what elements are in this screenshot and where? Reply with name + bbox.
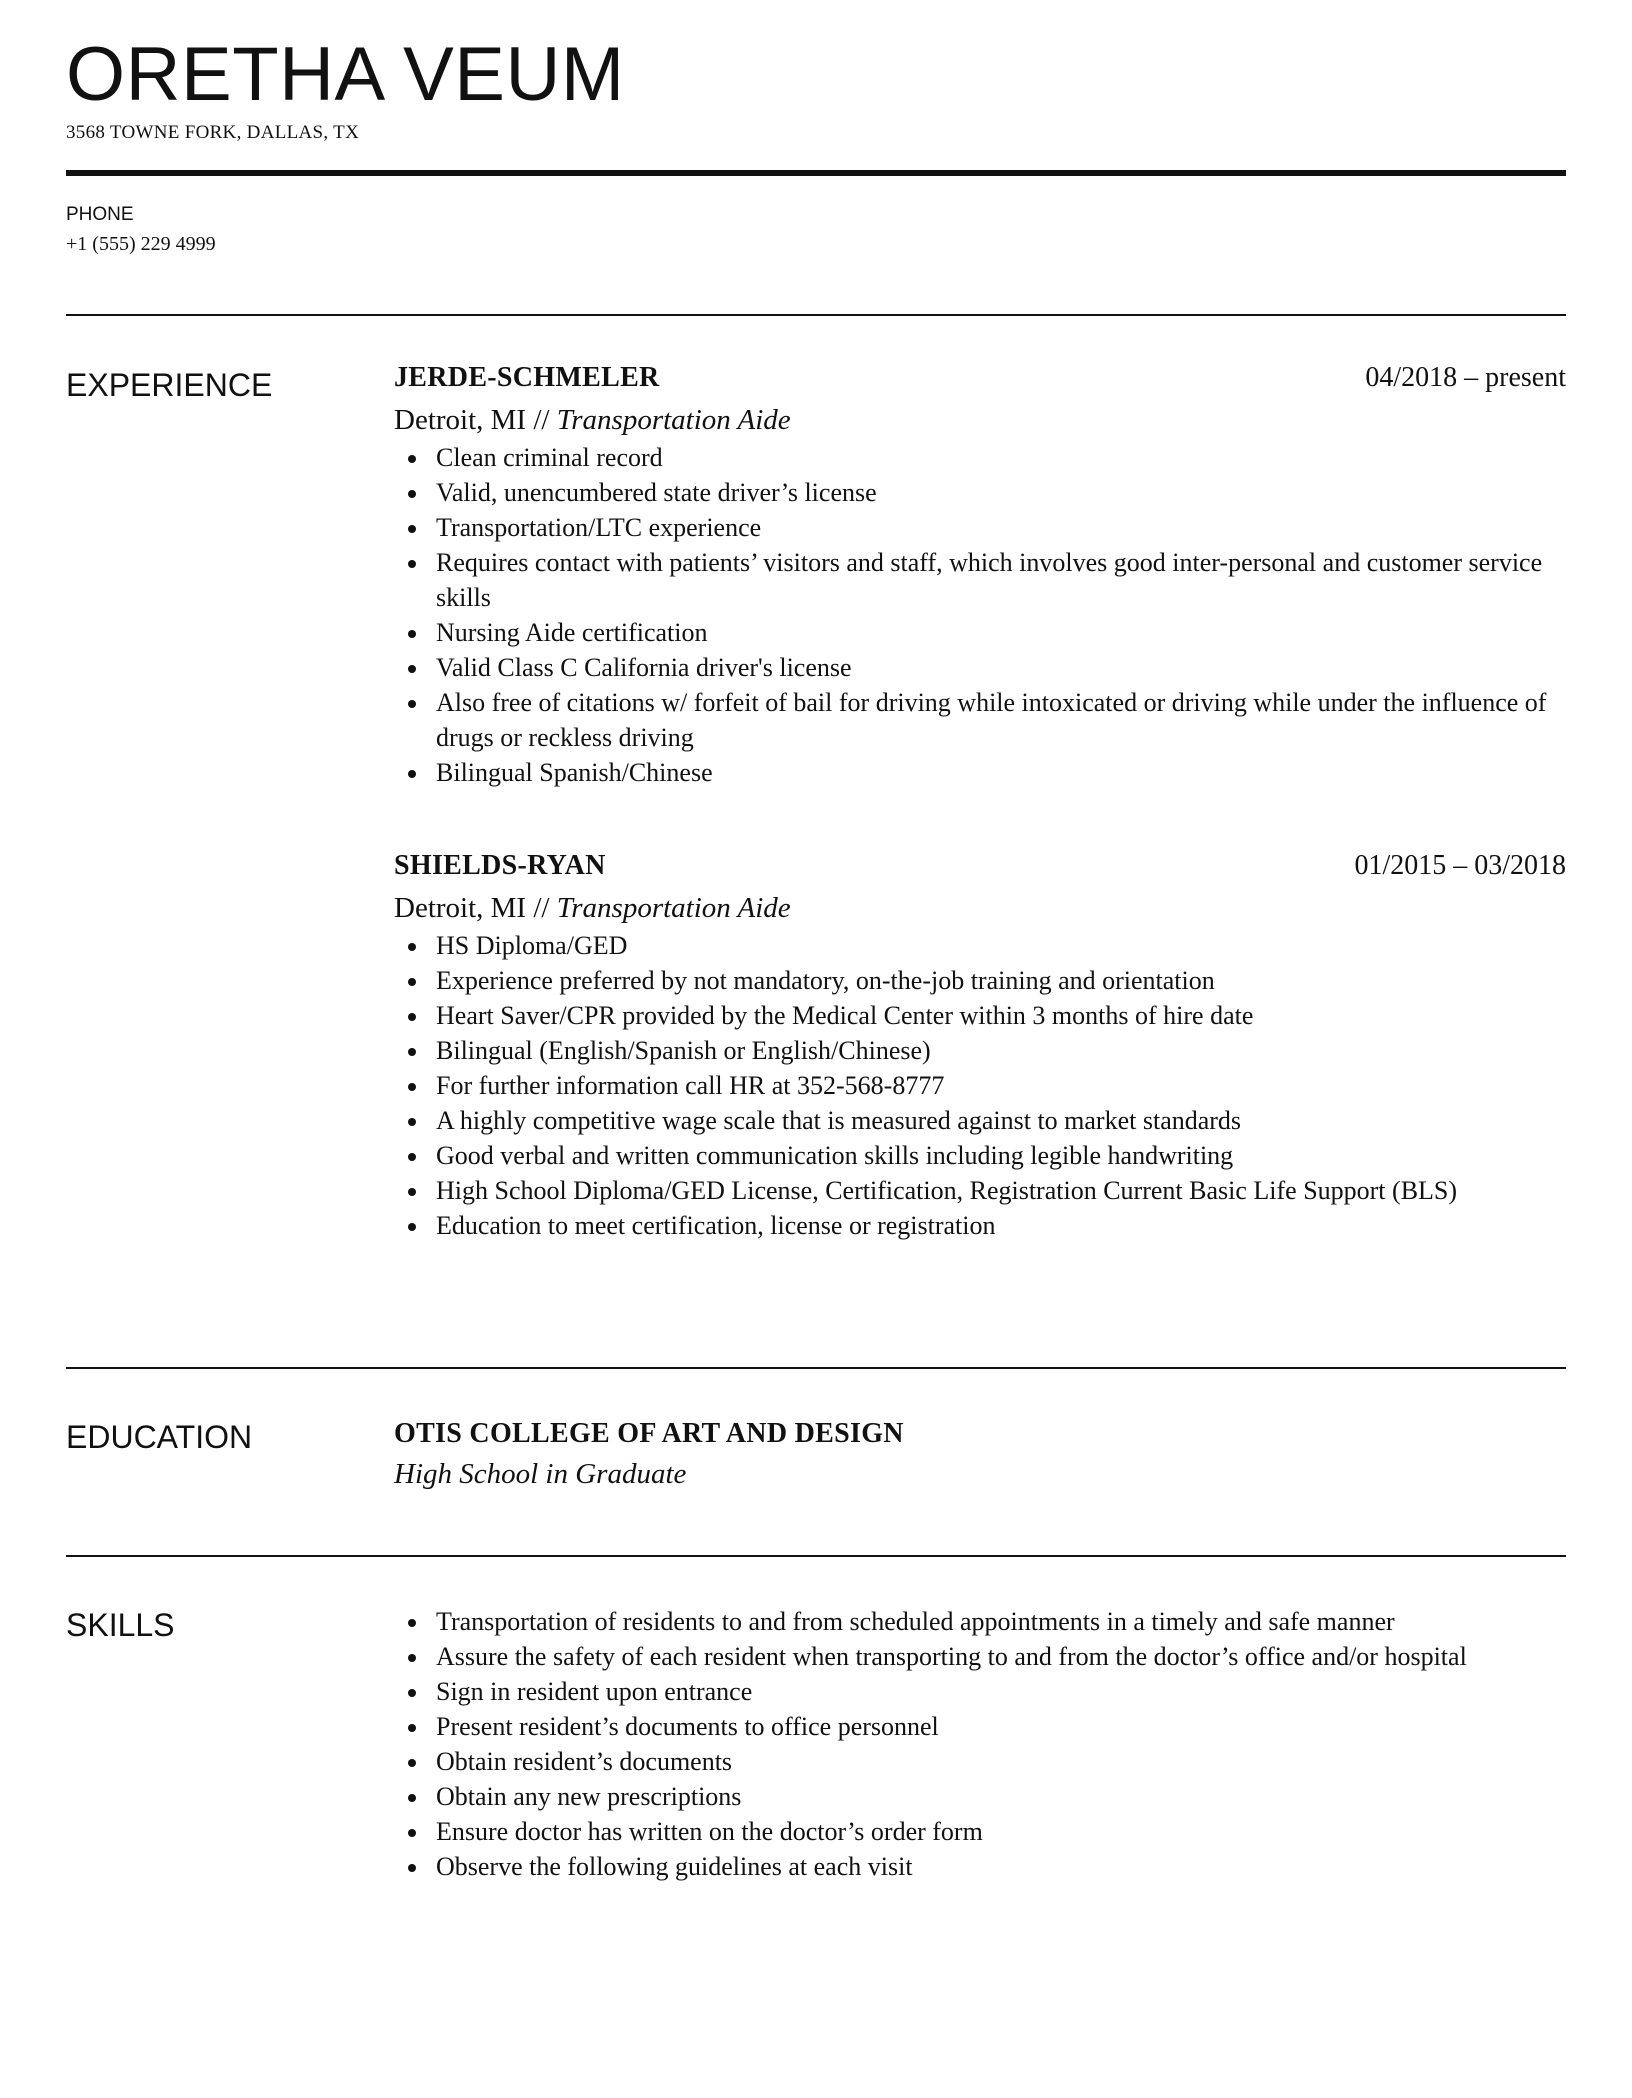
- list-item: Obtain any new prescriptions: [436, 1779, 1566, 1814]
- job-subline: [394, 888, 1566, 928]
- list-item: HS Diploma/GED: [436, 928, 1566, 963]
- list-item: Nursing Aide certification: [436, 615, 1566, 650]
- list-item: Valid, unencumbered state driver’s license: [436, 475, 1566, 510]
- skills-section-title: SKILLS: [66, 1607, 175, 1643]
- employer-name: SHIELDS-RYAN: [394, 850, 606, 881]
- list-item: Valid Class C California driver's license: [436, 650, 1566, 685]
- phone-number: +1 (555) 229 4999: [66, 233, 216, 255]
- education-section-title: EDUCATION: [66, 1419, 253, 1455]
- list-item: Bilingual Spanish/Chinese: [436, 755, 1566, 790]
- school-name: OTIS COLLEGE OF ART AND DESIGN: [394, 1418, 904, 1449]
- job-role: Transportation Aide: [556, 892, 791, 924]
- list-item: Experience preferred by not mandatory, on-the-job training and orientation: [436, 963, 1566, 998]
- job-subline: [394, 400, 1566, 440]
- job-entry: [394, 850, 1566, 1243]
- list-item: Transportation of residents to and from scheduled appointments in a timely and safe manner: [436, 1604, 1566, 1639]
- section-divider: [66, 314, 1566, 316]
- job-dates: 01/2015 – 03/2018: [1354, 850, 1566, 881]
- header-divider: [66, 170, 1566, 176]
- list-item: Ensure doctor has written on the doctor’s order form: [436, 1814, 1566, 1849]
- job-bullets: [394, 440, 1566, 790]
- job-separator: //: [526, 404, 557, 436]
- list-item: A highly competitive wage scale that is measured against to market standards: [436, 1103, 1566, 1138]
- education-section: [394, 1414, 1566, 1494]
- job-location: Detroit, MI: [394, 892, 527, 924]
- list-item: High School Diploma/GED License, Certification, Registration Current Basic Life Support (BLS): [436, 1173, 1566, 1208]
- list-item: Transportation/LTC experience: [436, 510, 1566, 545]
- job-location: Detroit, MI: [394, 404, 527, 436]
- job-dates: 04/2018 – present: [1365, 362, 1566, 393]
- candidate-name: ORETHA VEUM: [66, 32, 625, 117]
- list-item: Sign in resident upon entrance: [436, 1674, 1566, 1709]
- job-bullets: [394, 928, 1566, 1243]
- section-divider: [66, 1367, 1566, 1369]
- employer-name: JERDE-SCHMELER: [394, 362, 660, 393]
- list-item: Clean criminal record: [436, 440, 1566, 475]
- list-item: For further information call HR at 352-568-8777: [436, 1068, 1566, 1103]
- experience-section: [394, 362, 1566, 1303]
- list-item: Also free of citations w/ forfeit of bail for driving while intoxicated or driving while under the influence of drugs or reckless driving: [436, 685, 1566, 755]
- phone-label: PHONE: [66, 204, 134, 225]
- job-entry: [394, 362, 1566, 790]
- skills-list: [394, 1604, 1566, 1884]
- list-item: Obtain resident’s documents: [436, 1744, 1566, 1779]
- job-role: Transportation Aide: [556, 404, 791, 436]
- list-item: Bilingual (English/Spanish or English/Chinese): [436, 1033, 1566, 1068]
- experience-section-title: EXPERIENCE: [66, 367, 273, 403]
- list-item: Requires contact with patients’ visitors and staff, which involves good inter-personal and customer service skills: [436, 545, 1566, 615]
- list-item: Heart Saver/CPR provided by the Medical Center within 3 months of hire date: [436, 998, 1566, 1033]
- job-separator: //: [526, 892, 557, 924]
- list-item: Present resident’s documents to office personnel: [436, 1709, 1566, 1744]
- skills-section: [394, 1604, 1566, 1884]
- list-item: Good verbal and written communication skills including legible handwriting: [436, 1138, 1566, 1173]
- list-item: Education to meet certification, license or registration: [436, 1208, 1566, 1243]
- list-item: Observe the following guidelines at each visit: [436, 1849, 1566, 1884]
- list-item: Assure the safety of each resident when transporting to and from the doctor’s office and/or hospital: [436, 1639, 1566, 1674]
- degree: High School in Graduate: [394, 1458, 687, 1490]
- section-divider: [66, 1555, 1566, 1557]
- candidate-address: 3568 TOWNE FORK, DALLAS, TX: [66, 122, 360, 143]
